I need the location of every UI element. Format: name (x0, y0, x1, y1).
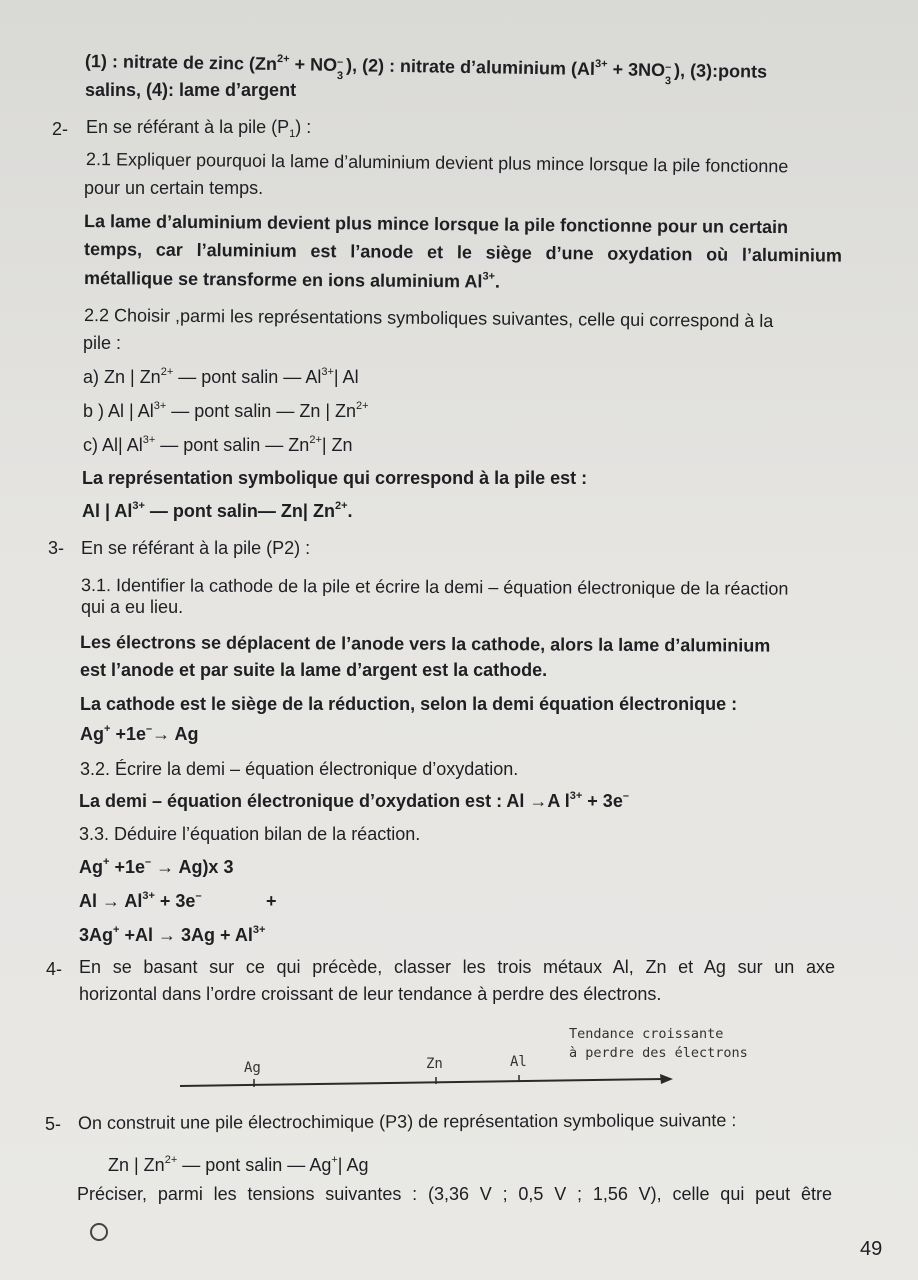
a31-line-3: La cathode est le siège de la réduction, selon la demi équation électronique : (80, 694, 738, 714)
no3-index: – 3 (336, 55, 344, 83)
option-b: b ) Al | $Al^{3+}$ — pont salin — Zn | $Zn^{2+}$ (83, 400, 369, 421)
a31-line-1: Les électrons se déplacent de l’anode vers la cathode, alors la lame d’aluminium (79, 632, 771, 656)
header-text: ), (2) : nitrate d’aluminium (Al (345, 55, 596, 80)
q4-line-2: horizontal dans l’ordre croissant de leur tendance à perdre des électrons. (79, 984, 662, 1004)
header-line-1 (84, 50, 768, 88)
q31-line-2: qui a eu lieu. (81, 597, 184, 617)
q2-intro-text: ) : (295, 117, 312, 137)
balance-eq-2: $Al \to Al^{3+} + 3e^-$ (79, 890, 202, 911)
no3-index: – 3 (664, 61, 672, 88)
q5-line-1: On construit une pile électrochimique (P3) de représentation symbolique suivante : (77, 1110, 737, 1133)
q22-line-1: 2.2 Choisir ,parmi les représentations symboliques suivantes, celle qui correspond à la (83, 305, 774, 332)
a21-line-2: temps, car l’aluminium est l’anode et le siège d’une oxydation où l’aluminium (83, 239, 843, 266)
question-number-2: 2- (52, 119, 69, 139)
option-c: c) Al| $Al^{3+}$ — pont salin — $Zn^{2+}|$ Zn (83, 434, 353, 455)
axis-line (180, 1079, 665, 1086)
q3-intro: En se référant à la pile (P2) : (81, 538, 311, 558)
q21-line-1: 2.1 Expliquer pourquoi la lame d’aluminium devient plus mince lorsque la pile fonctionne (85, 149, 789, 177)
metal-axis (170, 1020, 750, 1095)
a21-line-1: La lame d’aluminium devient plus mince lorsque la pile fonctionne pour un certain (83, 211, 789, 238)
header-text: ), (3):ponts (673, 60, 768, 82)
a21-text: . (494, 271, 501, 292)
a31-line-2: est l’anode et par suite la lame d’argent est la cathode. (80, 660, 548, 680)
label-ag: Ag (244, 1060, 261, 1076)
question-number-5: 5- (45, 1114, 62, 1134)
axis-caption-1: Tendance croissante (569, 1026, 724, 1042)
a32: La demi – équation électronique d’oxydation est : Al →A $l^{3+} + 3e^-$ (79, 790, 629, 811)
label-al: Al (510, 1054, 527, 1070)
al-charge: 3+ (595, 58, 608, 71)
a22-line-1: La représentation symbolique qui correspond à la pile est : (82, 468, 588, 488)
q33: 3.3. Déduire l’équation bilan de la réaction. (79, 824, 421, 844)
margin-circle-mark (90, 1223, 108, 1241)
header-line-2: salins, (4): lame d’argent (85, 80, 297, 100)
axis-caption-2: à perdre des électrons (569, 1045, 748, 1061)
q2-intro (86, 116, 311, 138)
question-number-3: 3- (48, 538, 65, 558)
label-zn: Zn (426, 1056, 443, 1072)
a21-text: métallique se transforme en ions aluminium Al (83, 268, 483, 292)
header-text: + NO (289, 54, 338, 75)
al-charge: 3+ (482, 270, 496, 283)
axis-arrowhead (660, 1074, 673, 1084)
balance-eq-3: $3Ag^+ +Al \to 3Ag + Al^{3+}$ (79, 924, 266, 945)
question-number-4: 4- (46, 959, 63, 979)
q4-line-1: En se basant sur ce qui précède, classer les trois métaux Al, Zn et Ag sur un axe (79, 957, 835, 977)
q31-line-1: 3.1. Identifier la cathode de la pile et écrire la demi – équation électronique de la réaction (80, 575, 789, 599)
q22-line-2: pile : (83, 333, 122, 353)
option-a: a) Zn | $Zn^{2+}$ — pont salin — $Al^{3+}|$ Al (83, 366, 359, 387)
balance-plus-sign: + (266, 891, 277, 911)
header-text: + 3NO (607, 59, 666, 81)
zn-charge: 2+ (276, 53, 290, 66)
q21-line-2: pour un certain temps. (84, 178, 264, 198)
q2-intro-text: En se référant à la pile (P (86, 117, 290, 137)
balance-eq-1: Ag+ +1e– → Ag)x 3 (79, 856, 234, 877)
a31-equation: Ag+ +1e–→ Ag (80, 723, 199, 744)
page-number: 49 (860, 1238, 883, 1260)
q5-representation: Zn | $Zn^{2+}$ — pont salin — Ag+| Ag (108, 1154, 369, 1175)
p1-subscript: 1 (289, 128, 296, 140)
a21-line-3 (84, 267, 500, 293)
q5-line-3: Préciser, parmi les tensions suivantes : (3,36 V ; 0,5 V ; 1,56 V), celle qui peut être (77, 1184, 832, 1204)
header-text: (1) : nitrate de zinc (Zn (84, 51, 278, 75)
a22-line-2: Al | $Al^{3+}$ — pont salin— Zn| $Zn^{2+}$. (82, 500, 353, 521)
q32: 3.2. Écrire la demi – équation électronique d’oxydation. (80, 759, 519, 779)
